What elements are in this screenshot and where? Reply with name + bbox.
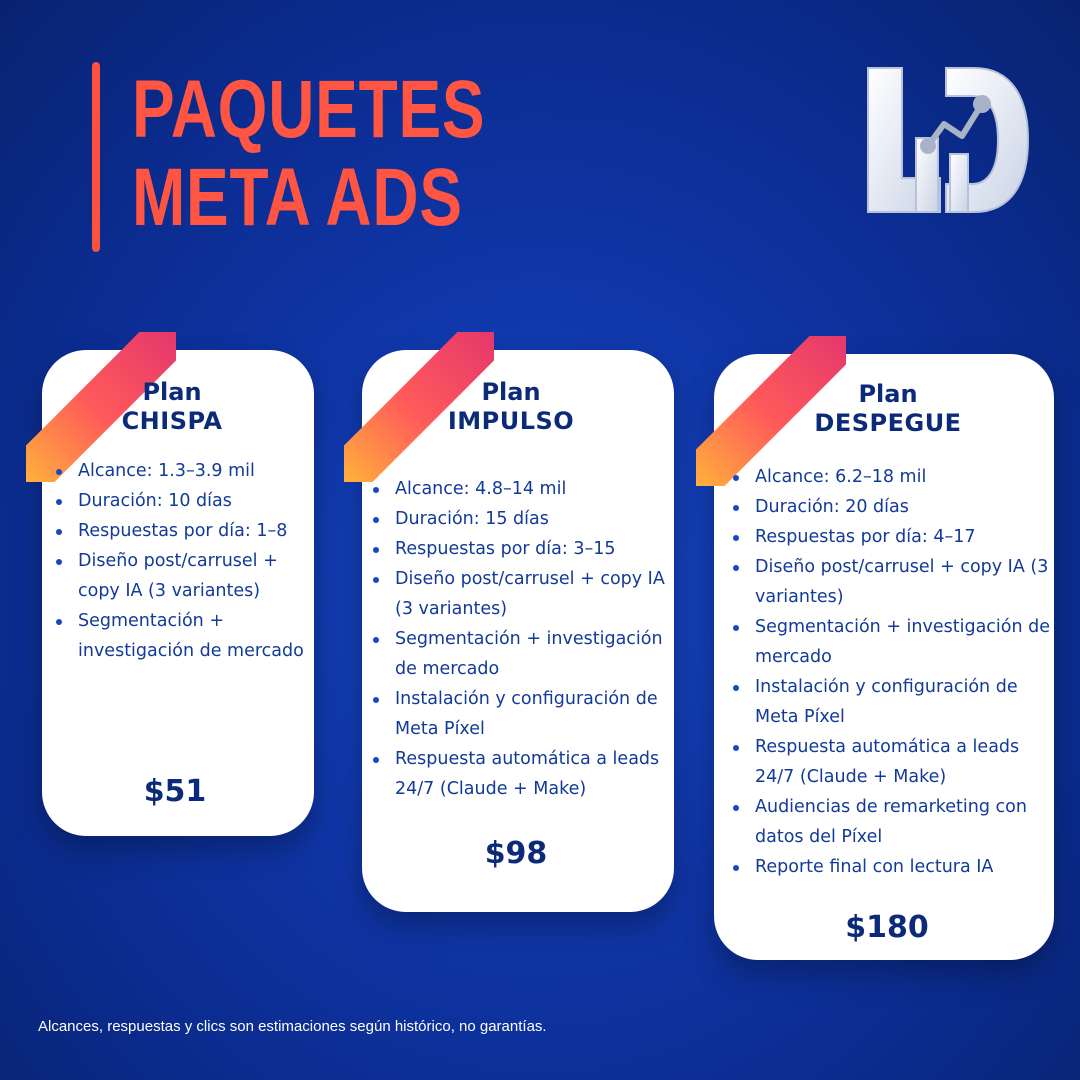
feature-item: Respuestas por día: 4–17 — [729, 522, 1053, 552]
plan-heading — [42, 378, 302, 436]
plan-price: $51 — [143, 774, 207, 809]
feature-item: Respuestas por día: 1–8 — [52, 516, 308, 546]
feature-item: Segmentación + investigación de mercado — [729, 612, 1053, 672]
feature-item: Respuesta automática a leads 24/7 (Claude + Make) — [729, 732, 1053, 792]
plan-name: DESPEGUE — [814, 409, 962, 437]
feature-item: Diseño post/carrusel + copy IA (3 variantes) — [369, 564, 669, 624]
feature-item: Duración: 10 días — [52, 486, 308, 516]
disclaimer-footnote: Alcances, respuestas y clics son estimaciones según histórico, no garantías. — [38, 1018, 547, 1035]
plan-price: $180 — [845, 910, 929, 945]
page-title — [132, 66, 485, 242]
feature-item: Alcance: 4.8–14 mil — [369, 474, 669, 504]
feature-item: Alcance: 6.2–18 mil — [729, 462, 1053, 492]
title-line-1: PAQUETES — [132, 64, 486, 155]
feature-item: Segmentación + investigación de mercado — [52, 606, 308, 666]
feature-item: Duración: 15 días — [369, 504, 669, 534]
plan-heading — [380, 378, 642, 436]
feature-list — [52, 456, 308, 666]
feature-item: Alcance: 1.3–3.9 mil — [52, 456, 308, 486]
feature-item: Instalación y configuración de Meta Píxel — [369, 684, 669, 744]
feature-item: Duración: 20 días — [729, 492, 1053, 522]
feature-item: Diseño post/carrusel + copy IA (3 variantes) — [52, 546, 308, 606]
plan-heading — [750, 380, 1026, 438]
feature-item: Diseño post/carrusel + copy IA (3 variantes) — [729, 552, 1053, 612]
feature-list — [729, 462, 1053, 882]
ld-logo-icon — [862, 62, 1034, 218]
plan-word: Plan — [858, 380, 918, 408]
feature-item: Respuesta automática a leads 24/7 (Claude + Make) — [369, 744, 669, 804]
plan-word: Plan — [481, 378, 541, 406]
title-line-2: META ADS — [132, 152, 463, 243]
plan-word: Plan — [142, 378, 202, 406]
plan-name: CHISPA — [121, 407, 223, 435]
feature-item: Reporte final con lectura IA — [729, 852, 1053, 882]
title-accent-bar — [92, 62, 100, 252]
feature-item: Respuestas por día: 3–15 — [369, 534, 669, 564]
plan-price: $98 — [484, 836, 548, 871]
feature-item: Instalación y configuración de Meta Píxel — [729, 672, 1053, 732]
feature-item: Segmentación + investigación de mercado — [369, 624, 669, 684]
plan-name: IMPULSO — [447, 407, 575, 435]
feature-item: Audiencias de remarketing con datos del Píxel — [729, 792, 1053, 852]
feature-list — [369, 474, 669, 804]
